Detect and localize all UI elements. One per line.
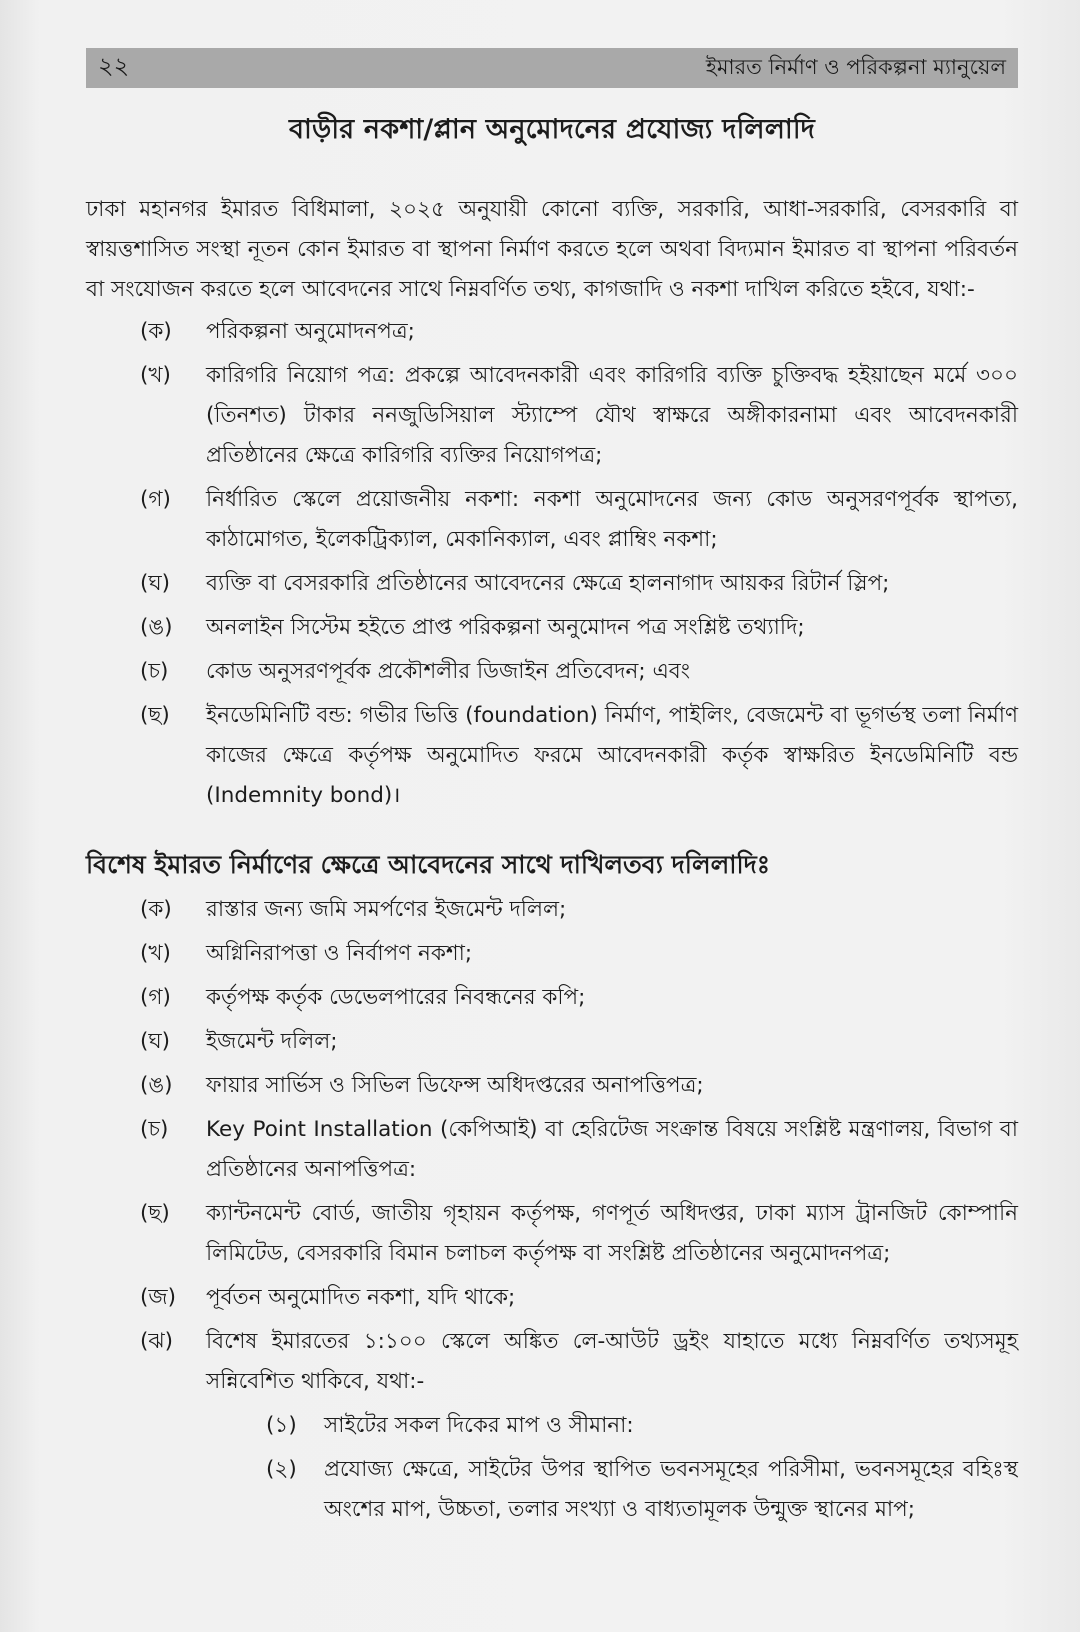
list-marker: (ছ) bbox=[140, 1201, 170, 1226]
required-documents-list bbox=[86, 312, 1018, 816]
list-marker: (গ) bbox=[140, 985, 171, 1010]
list-item bbox=[86, 1278, 1018, 1318]
list-marker: (ঘ) bbox=[140, 571, 171, 596]
section-title: বাড়ীর নকশা/প্লান অনুমোদনের প্রযোজ্য দলিলাদি bbox=[289, 114, 815, 145]
list-marker: (ক) bbox=[140, 319, 172, 344]
list-text: ব্যক্তি বা বেসরকারি প্রতিষ্ঠানের আবেদনের ক্ষেত্রে হালনাগাদ আয়কর রিটার্ন স্লিপ; bbox=[206, 571, 890, 596]
list-text: ইনডেমিনিটি বন্ড: গভীর ভিত্তি (foundation) নির্মাণ, পাইলিং, বেজমেন্ট বা ভূগর্ভস্থ তলা নির্মাণ কাজের ক্ষেত্রে কর্তৃপক্ষ অনুমোদিত ফরমে আবেদনকারী কর্তৃক স্বাক্ষরিত ইনডেমিনিটি বন্ড (Indemnity bond)। bbox=[206, 703, 1018, 808]
list-marker: (চ) bbox=[140, 659, 169, 684]
list-marker: (খ) bbox=[140, 363, 171, 388]
list-item bbox=[86, 696, 1018, 816]
list-text: Key Point Installation (কেপিআই) বা হেরিটেজ সংক্রান্ত বিষয়ে সংশ্লিষ্ট মন্ত্রণালয়, বিভাগ বা প্রতিষ্ঠানের অনাপত্তিপত্র: bbox=[206, 1117, 1018, 1182]
list-marker: (চ) bbox=[140, 1117, 169, 1142]
list-marker: (খ) bbox=[140, 941, 171, 966]
list-marker: (ঙ) bbox=[140, 1073, 173, 1098]
list-item bbox=[86, 564, 1018, 604]
list-text: কোড অনুসরণপূর্বক প্রকৌশলীর ডিজাইন প্রতিবেদন; এবং bbox=[206, 659, 691, 684]
list-text: নির্ধারিত স্কেলে প্রয়োজনীয় নকশা: নকশা অনুমোদনের জন্য কোড অনুসরণপূর্বক স্থাপত্য, কাঠামোগত, ইলেকট্রিক্যাল, মেকানিক্যাল, এবং প্লাম্বিং নকশা; bbox=[206, 487, 1018, 552]
intro-paragraph: ঢাকা মহানগর ইমারত বিধিমালা, ২০২৫ অনুযায়ী কোনো ব্যক্তি, সরকারি, আধা-সরকারি, বেসরকারি বা স্বায়ত্তশাসিত সংস্থা নূতন কোন ইমারত বা স্থাপনা নির্মাণ করতে হলে অথবা বিদ্যমান ইমারত বা স্থাপনা পরিবর্তন বা সংযোজন করতে হলে আবেদনের সাথে নিম্নবর্ণিত তথ্য, কাগজাদি ও নকশা দাখিল করিতে হইবে, যথা:- bbox=[86, 197, 1018, 302]
list-text: কারিগরি নিয়োগ পত্র: প্রকল্পে আবেদনকারী এবং কারিগরি ব্যক্তি চুক্তিবদ্ধ হইয়াছেন মর্মে ৩০০ (তিনশত) টাকার ননজুডিসিয়াল স্ট্যাম্পে যৌথ স্বাক্ষরে অঙ্গীকারনামা এবং আবেদনকারী প্রতিষ্ঠানের ক্ষেত্রে কারিগরি ব্যক্তির নিয়োগপত্র; bbox=[206, 363, 1018, 468]
list-text: অগ্নিনিরাপত্তা ও নির্বাপণ নকশা; bbox=[206, 941, 473, 966]
list-text: অনলাইন সিস্টেম হইতে প্রাপ্ত পরিকল্পনা অনুমোদন পত্র সংশ্লিষ্ট তথ্যাদি; bbox=[206, 615, 805, 640]
list-item bbox=[86, 356, 1018, 476]
list-text: ইজমেন্ট দলিল; bbox=[206, 1029, 338, 1054]
list-marker: (ঙ) bbox=[140, 615, 173, 640]
list-marker: (জ) bbox=[140, 1285, 177, 1310]
list-item bbox=[86, 1022, 1018, 1062]
list-text: পরিকল্পনা অনুমোদনপত্র; bbox=[206, 319, 415, 344]
list-marker: (ঝ) bbox=[140, 1329, 174, 1354]
list-item bbox=[86, 652, 1018, 692]
list-marker: (ছ) bbox=[140, 703, 170, 728]
list-text: ক্যান্টনমেন্ট বোর্ড, জাতীয় গৃহায়ন কর্তৃপক্ষ, গণপূর্ত অধিদপ্তর, ঢাকা ম্যাস ট্রানজিট কোম্পানি লিমিটেড, বেসরকারি বিমান চলাচল কর্তৃপক্ষ বা সংশ্লিষ্ট প্রতিষ্ঠানের অনুমোদনপত্র; bbox=[206, 1201, 1018, 1266]
list-text: কর্তৃপক্ষ কর্তৃক ডেভেলপারের নিবন্ধনের কপি; bbox=[206, 985, 586, 1010]
sublist-text: প্রযোজ্য ক্ষেত্রে, সাইটের উপর স্থাপিত ভবনসমূহের পরিসীমা, ভবনসমূহের বহিঃস্থ অংশের মাপ, উচ্চতা, তলার সংখ্যা ও বাধ্যতামূলক উন্মুক্ত স্থানের মাপ; bbox=[324, 1457, 1018, 1522]
list-text: পূর্বতন অনুমোদিত নকশা, যদি থাকে; bbox=[206, 1285, 516, 1310]
list-item bbox=[86, 1194, 1018, 1274]
sublist-marker: (২) bbox=[266, 1457, 297, 1482]
list-text: ফায়ার সার্ভিস ও সিভিল ডিফেন্স অধিদপ্তরের অনাপত্তিপত্র; bbox=[206, 1073, 704, 1098]
special-building-heading: বিশেষ ইমারত নির্মাণের ক্ষেত্রে আবেদনের সাথে দাখিলতব্য দলিলাদিঃ bbox=[86, 850, 771, 879]
book-title: ইমারত নির্মাণ ও পরিকল্পনা ম্যানুয়েল bbox=[705, 54, 1006, 79]
list-marker: (ক) bbox=[140, 897, 172, 922]
list-item bbox=[86, 934, 1018, 974]
sublist-marker: (১) bbox=[266, 1413, 297, 1438]
list-marker: (গ) bbox=[140, 487, 171, 512]
list-item bbox=[86, 312, 1018, 352]
list-item bbox=[86, 480, 1018, 560]
list-item bbox=[86, 608, 1018, 648]
list-item bbox=[86, 978, 1018, 1018]
running-header bbox=[86, 48, 1018, 88]
list-text: রাস্তার জন্য জমি সমর্পণের ইজমেন্ট দলিল; bbox=[206, 897, 567, 922]
list-marker: (ঘ) bbox=[140, 1029, 171, 1054]
layout-drawing-sublist bbox=[266, 1406, 1018, 1530]
page-content bbox=[86, 98, 1018, 1534]
list-item bbox=[86, 1066, 1018, 1106]
sublist-text: সাইটের সকল দিকের মাপ ও সীমানা: bbox=[324, 1413, 634, 1438]
sublist-item bbox=[266, 1406, 1018, 1446]
sublist-item bbox=[266, 1450, 1018, 1530]
special-documents-list bbox=[86, 890, 1018, 1402]
page-number: ২২ bbox=[98, 52, 130, 80]
list-text: বিশেষ ইমারতের ১:১০০ স্কেলে অঙ্কিত লে-আউট ড্রইং যাহাতে মধ্যে নিম্নবর্ণিত তথ্যসমূহ সন্নিবেশিত থাকিবে, যথা:- bbox=[206, 1329, 1018, 1394]
list-item bbox=[86, 890, 1018, 930]
list-item bbox=[86, 1110, 1018, 1190]
list-item bbox=[86, 1322, 1018, 1402]
